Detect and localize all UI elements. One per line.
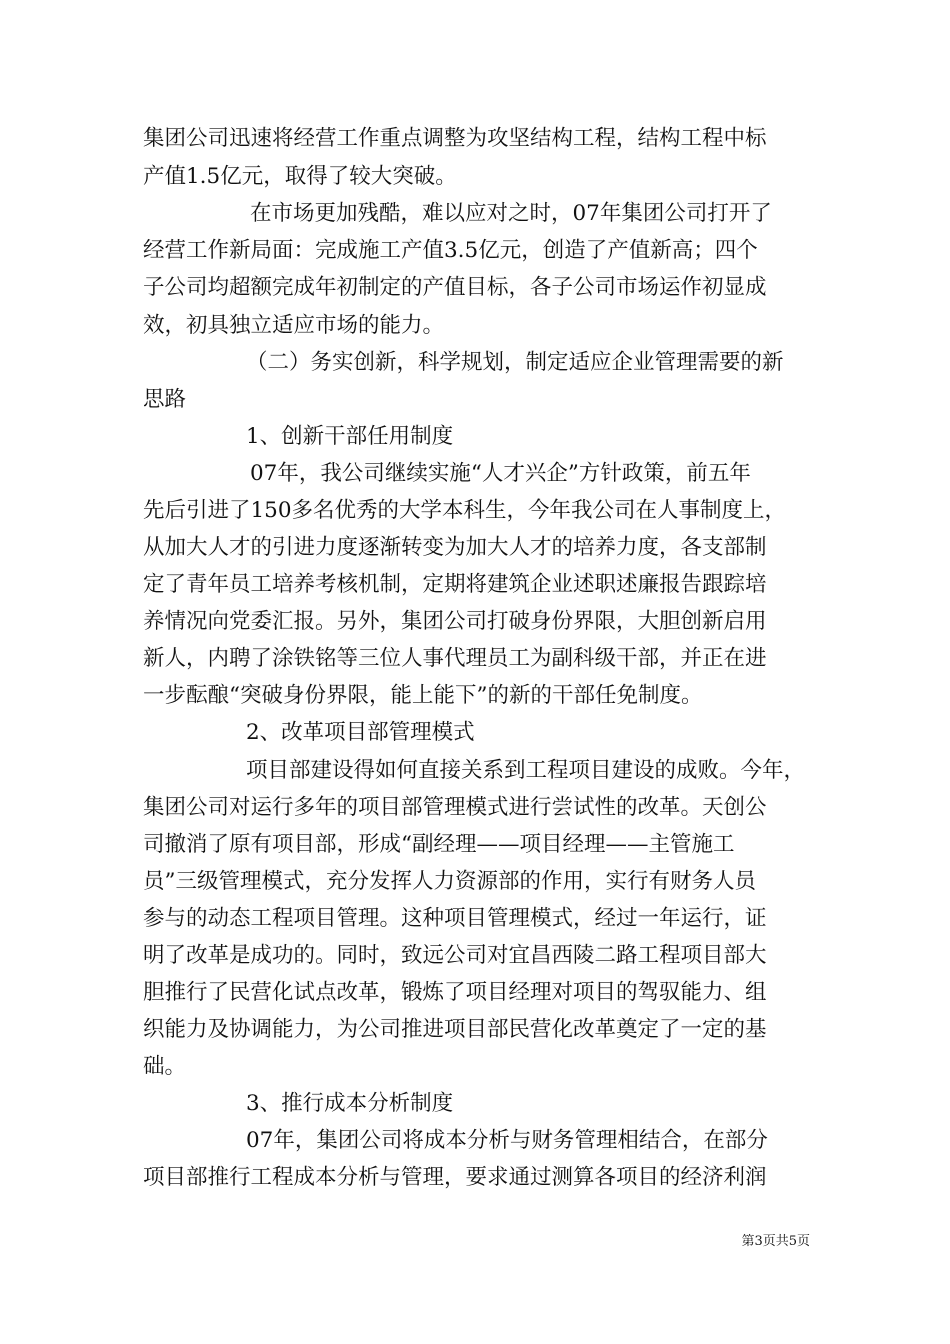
text-line: 明了改革是成功的。同时，致远公司对宜昌西陵二路工程项目部大 [143,943,767,968]
text-line: 在市场更加残酷，难以应对之时，07年集团公司打开了 [250,201,772,226]
text-line: 从加大人才的引进力度逐渐转变为加大人才的培养力度，各支部制 [143,535,767,560]
subsection-heading: 1、创新干部任用制度 [246,424,454,449]
text-line: 础。 [143,1054,187,1079]
text-line: 织能力及协调能力，为公司推进项目部民营化改革奠定了一定的基 [143,1017,767,1042]
subsection-heading: 3、推行成本分析制度 [246,1091,454,1116]
text-line: 定了青年员工培养考核机制，定期将建筑企业述职述廉报告跟踪培 [143,572,767,597]
subsection-heading: 2、改革项目部管理模式 [246,720,475,745]
text-line: 集团公司对运行多年的项目部管理模式进行尝试性的改革。天创公 [143,795,767,820]
text-line: 员”三级管理模式，充分发挥人力资源部的作用，实行有财务人员 [143,869,756,894]
text-line: 养情况向党委汇报。另外，集团公司打破身份界限，大胆创新启用 [143,609,767,634]
text-line: 项目部建设得如何直接关系到工程项目建设的成败。今年， [246,758,806,783]
text-line: 司撤消了原有项目部，形成“副经理——项目经理——主管施工 [143,832,735,857]
text-line: 集团公司迅速将经营工作重点调整为攻坚结构工程，结构工程中标 [143,126,767,151]
text-line: 胆推行了民营化试点改革，锻炼了项目经理对项目的驾驭能力、组 [143,980,767,1005]
text-line: 07年，我公司继续实施“人才兴企”方针政策，前五年 [250,461,751,486]
text-line: 效，初具独立适应市场的能力。 [143,313,445,338]
text-line: 经营工作新局面：完成施工产值3.5亿元，创造了产值新高；四个 [143,238,758,263]
text-line: 新人，内聘了涂铁铭等三位人事代理员工为副科级干部，并正在进 [143,646,767,671]
text-line: 项目部推行工程成本分析与管理，要求通过测算各项目的经济利润 [143,1165,767,1190]
text-line: 参与的动态工程项目管理。这种项目管理模式，经过一年运行，证 [143,906,767,931]
text-line: 一步酝酿“突破身份界限，能上能下”的新的干部任免制度。 [143,683,703,708]
text-line: 子公司均超额完成年初制定的产值目标，各子公司市场运作初显成 [143,275,767,300]
text-line: 先后引进了150多名优秀的大学本科生，今年我公司在人事制度上， [143,498,787,523]
section-heading: （二）务实创新，科学规划，制定适应企业管理需要的新 [246,350,784,375]
section-heading: 思路 [143,387,187,412]
text-line: 07年，集团公司将成本分析与财务管理相结合，在部分 [246,1128,768,1153]
text-line: 产值1.5亿元，取得了较大突破。 [143,164,457,189]
page-number: 第3页共5页 [741,1234,810,1249]
